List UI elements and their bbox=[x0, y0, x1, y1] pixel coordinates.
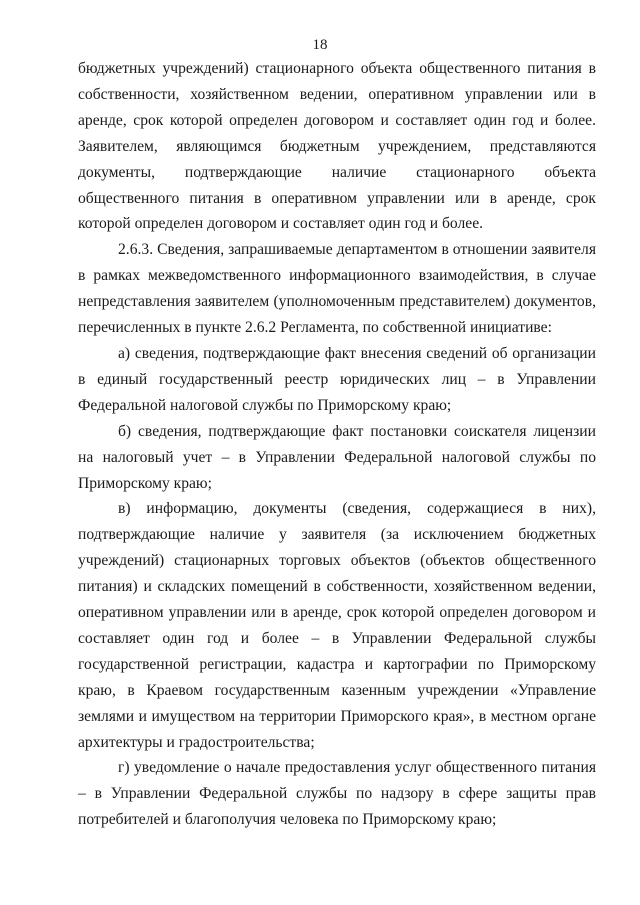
paragraph-2-6-3: 2.6.3. Сведения, запрашиваемые департаментом в отношении заявителя в рамках межведомственного информационного взаимодействия, в случае непредставления заявителем (уполномоченным представителем) документов, перечисленных в пункте 2.6.2 Регламента, по собственной инициативе: bbox=[78, 241, 596, 337]
paragraph-item-b: б) сведения, подтверждающие факт постановки соискателя лицензии на налоговый учет – в Управлении Федеральной налоговой службы по Приморскому краю; bbox=[78, 422, 596, 492]
paragraph-continuation: бюджетных учреждений) стационарного объекта общественного питания в собственности, хозяйственном ведении, оперативном управлении или в аренде, срок которой определен договором и составляет один год и более. Заявителем, являющимся бюджетным учреждением, представляются документы, подтверждающие наличие стационарного объекта общественного питания в оперативном управлении или в аренде, срок которой определен договором и составляет один год и более. bbox=[78, 60, 596, 233]
paragraph-item-g: г) уведомление о начале предоставления услуг общественного питания – в Управлении Федеральной службы по надзору в сфере защиты прав потребителей и благополучия человека по Приморскому краю; bbox=[78, 759, 596, 829]
paragraph-item-a: а) сведения, подтверждающие факт внесения сведений об организации в единый государственный реестр юридических лиц – в Управлении Федеральной налоговой службы по Приморскому краю; bbox=[78, 344, 596, 414]
document-body bbox=[78, 56, 596, 833]
paragraph-item-v: в) информацию, документы (сведения, содержащиеся в них), подтверждающие наличие у заявителя (за исключением бюджетных учреждений) стационарных торговых объектов (объектов общественного питания) и складских помещений в собственности, хозяйственном ведении, оперативном управлении или в аренде, срок которой определен договором и составляет один год и более – в Управлении Федеральной службы государственной регистрации, кадастра и картографии по Приморскому краю, в Краевом государственным казенным учреждении «Управление землями и имуществом на территории Приморского края», в местном органе архитектуры и градостроительства; bbox=[78, 500, 596, 751]
page-number: 18 bbox=[312, 37, 328, 53]
